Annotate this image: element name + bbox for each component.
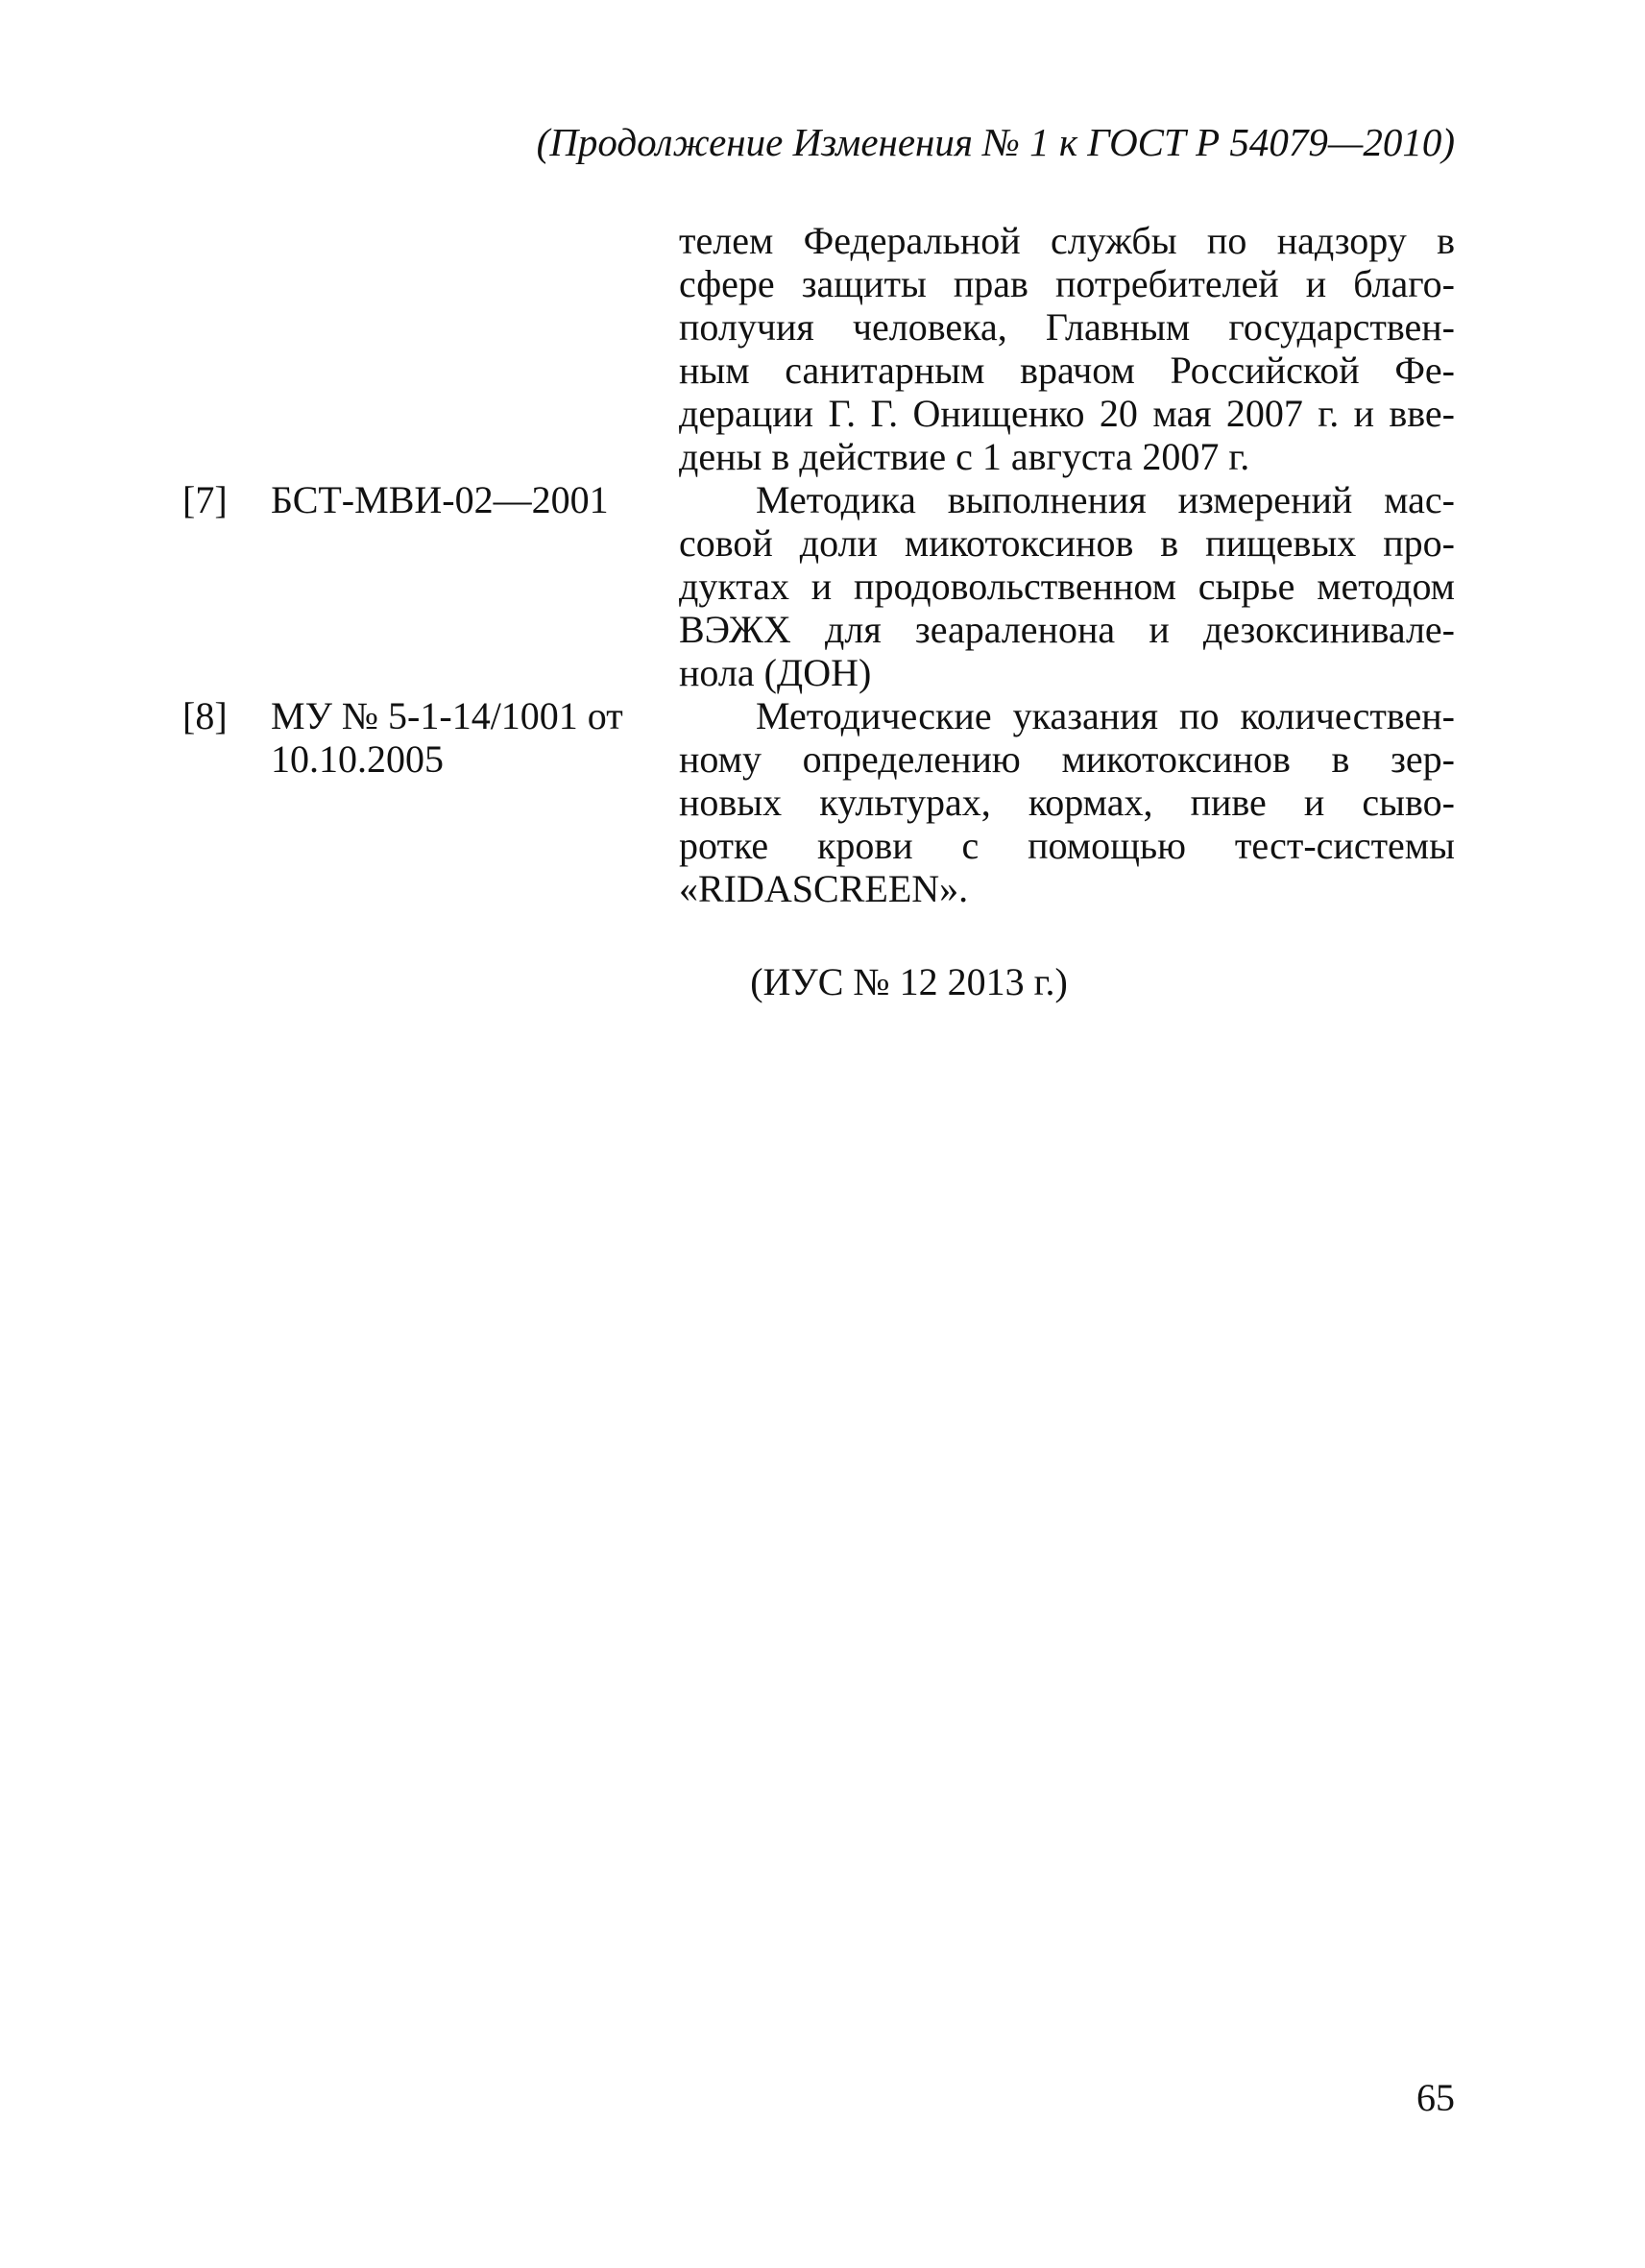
reference-description bbox=[679, 478, 1455, 694]
reference-code: БСТ-МВИ-02—2001 bbox=[271, 478, 609, 521]
description-line: телем Федеральной службы по надзору в bbox=[679, 219, 1455, 262]
description-line: нола (ДОН) bbox=[679, 651, 872, 694]
description-line: ному определению микотоксинов в зер- bbox=[679, 737, 1455, 781]
reference-entry-7 bbox=[182, 478, 1455, 694]
reference-description bbox=[679, 694, 1455, 910]
description-line: дуктах и продовольственном сырье методом bbox=[679, 565, 1455, 608]
description-line: Методические указания по количествен- bbox=[756, 694, 1455, 737]
reference-number: [7] bbox=[182, 478, 228, 521]
reference-code: МУ № 5-1-14/1001 от 10.10.2005 bbox=[271, 694, 623, 781]
description-line: ВЭЖХ для зеараленона и дезоксинивале- bbox=[679, 608, 1455, 651]
description-line: совой доли микотоксинов в пищевых про- bbox=[679, 521, 1455, 565]
description-line: ротке крови с помощью тест-системы bbox=[679, 824, 1455, 867]
description-line: дены в действие с 1 августа 2007 г. bbox=[679, 435, 1250, 478]
page-number: 65 bbox=[1416, 2076, 1455, 2119]
description-line: Методика выполнения измерений мас- bbox=[756, 478, 1455, 521]
reference-number: [8] bbox=[182, 694, 228, 737]
description-line: дерации Г. Г. Онищенко 20 мая 2007 г. и вве- bbox=[679, 392, 1455, 435]
bibliography-list bbox=[182, 219, 1455, 910]
reference-description bbox=[679, 219, 1455, 478]
description-line: сфере защиты прав потребителей и благо- bbox=[679, 262, 1455, 305]
description-line: «RIDASCREEN». bbox=[679, 867, 969, 910]
description-line: ным санитарным врачом Российской Фе- bbox=[679, 349, 1455, 392]
reference-entry-6-continuation bbox=[182, 219, 1455, 478]
running-header: (Продолжение Изменения № 1 к ГОСТ Р 54079—2010) bbox=[536, 120, 1455, 164]
description-line: получия человека, Главным государствен- bbox=[679, 305, 1455, 349]
description-line: новых культурах, кормах, пиве и сыво- bbox=[679, 781, 1455, 824]
reference-entry-8 bbox=[182, 694, 1455, 910]
ius-citation: (ИУС № 12 2013 г.) bbox=[750, 960, 1068, 1003]
